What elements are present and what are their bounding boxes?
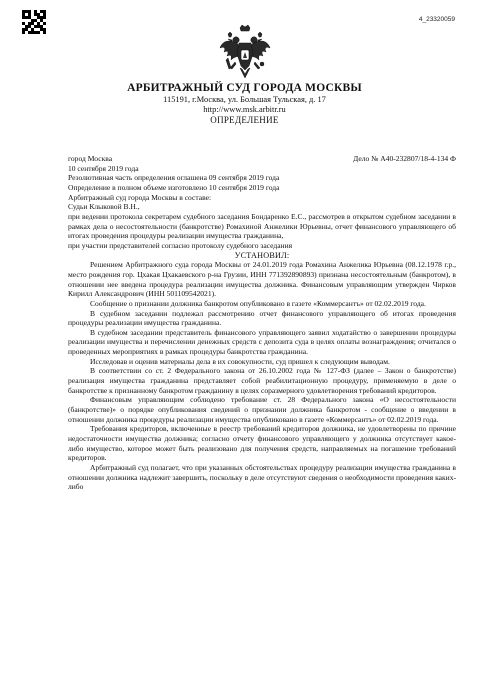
court-website: http://www.msk.arbitr.ru bbox=[203, 105, 286, 114]
header-line: Арбитражный суд города Москвы в составе: bbox=[68, 192, 212, 202]
paragraph: В судебном заседании подлежал рассмотрению отчет финансового управляющего об итогах проведения процедуры реализации имущества гражданина. bbox=[68, 308, 456, 328]
paragraph: В судебном заседании представитель финансового управляющего заявил ходатайство о завершении процедуры реализации имущества и перечислении денежных средств с депозита суда в целях оплаты вознаграждения; отчитался о проведенных мероприятиях в рамках процедуры банкротства гражданина. bbox=[68, 327, 456, 357]
court-name: АРБИТРАЖНЫЙ СУД ГОРОДА МОСКВЫ bbox=[127, 82, 362, 94]
intro-paragraph: при ведении протокола секретарем судебного заседания Бондаренко Е.С., рассмотрев в открытом судебном заседании в рамках дела о несостоятельности (банкротстве) Ромахиной Анжелики Юрьевны, отчет финансового управляющего об итогах проведения процедуры реализации имущества гражданина, bbox=[68, 211, 456, 241]
paragraph: Сообщение о признании должника банкротом опубликовано в газете «Коммерсантъ» от 02.02.2019 года. bbox=[90, 298, 426, 308]
paragraph: Решением Арбитражного суда города Москвы от 24.01.2019 года Ромахина Анжелика Юрьевна (08.12.1978 г.р., место рождения гор. Цхакая Цхакаевского р-на Грузии, ИНН 771392890893) признана несостоятельным (банкротом), в отношении нее введена процедура реализации имущества должника. Финансовым управляющим утвержден Чирков Кирилл Александрович (ИНН 501109542021). bbox=[68, 260, 456, 299]
document-body bbox=[68, 154, 456, 492]
paragraph: Требования кредиторов, включенные в реестр требований кредиторов должника, не удовлетворены по причине недостаточности имущества должника; согласно отчету финансового управляющего у должника отсутствует какое-либо имущество, которое может быть реализовано для получения средств, направляемых на погашение требований кредиторов. bbox=[68, 424, 456, 463]
court-header bbox=[0, 82, 489, 125]
city: город Москва bbox=[68, 154, 113, 163]
case-number: Дело № А40-232807/18-4-134 Ф bbox=[353, 154, 456, 163]
paragraph: В соответствии со ст. 2 Федерального закона от 26.10.2002 года № 127-ФЗ (далее – Закон о банкротстве) реализация имущества гражданина представляет собой реабилитационную процедуру, применяемую в деле о банкротстве к признанному банкротом гражданину в целях соразмерного удовлетворения требований кредиторов. bbox=[68, 366, 456, 395]
court-address: 115191, г.Москва, ул. Большая Тульская, д. 17 bbox=[163, 95, 326, 104]
header-line: Судьи Клыковой В.Н., bbox=[68, 202, 140, 212]
city-case-row bbox=[68, 154, 456, 164]
header-line: Резолютивная часть определения оглашена 09 сентября 2019 года bbox=[68, 173, 280, 183]
paragraph: Исследовав и оценив материалы дела в их совокупности, суд пришел к следующим выводам. bbox=[90, 356, 390, 366]
paragraph: Финансовым управляющим соблюдено требование ст. 28 Федерального закона «О несостоятельности (банкротстве)» о порядке опубликования сведений о признании должника банкротом - сообщение о введении в отношении должника процедуры реализации имущества опубликовано в газете «Коммерсантъ» от 02.02.2019 года. bbox=[68, 395, 456, 424]
established-heading: УСТАНОВИЛ: bbox=[234, 250, 290, 260]
coat-of-arms-icon bbox=[218, 24, 272, 80]
header-line: Определение в полном объеме изготовлено 10 сентября 2019 года bbox=[68, 182, 280, 192]
participants-line: при участии представителей согласно протоколу судебного заседания bbox=[68, 240, 293, 250]
document-type: ОПРЕДЕЛЕНИЕ bbox=[210, 115, 279, 125]
qr-code-icon bbox=[22, 10, 46, 34]
paragraph: Арбитражный суд полагает, что при указанных обстоятельствах процедуру реализации имущества гражданина в отношении должника надлежит завершить, поскольку в деле отсутствуют сведения о необходимости проведения каких-либо bbox=[68, 463, 456, 492]
document-id: 4_23320059 bbox=[418, 16, 455, 23]
document-date: 10 сентября 2019 года bbox=[68, 163, 139, 173]
